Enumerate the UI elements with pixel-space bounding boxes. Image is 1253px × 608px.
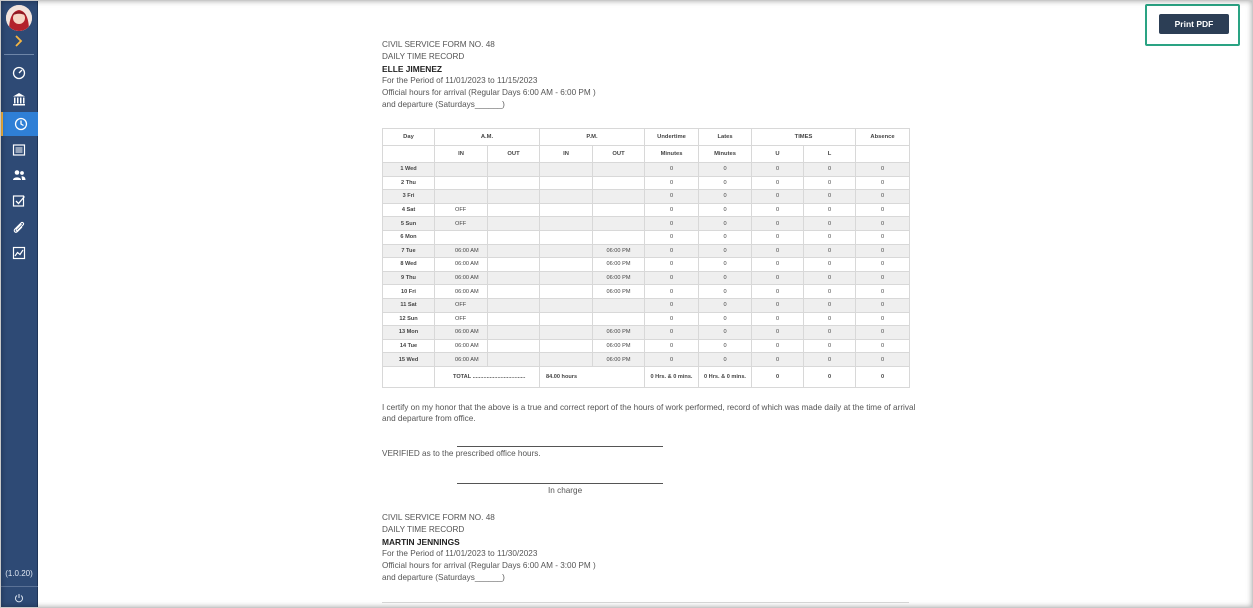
cell-am-in (435, 190, 488, 204)
cell-am-in: 06:00 AM (435, 271, 488, 285)
form-number: CIVIL SERVICE FORM NO. 48 (382, 40, 495, 49)
cell-am-in: 06:00 AM (435, 353, 488, 367)
cell-day: 4 Sat (383, 203, 435, 217)
cell-am-out (488, 244, 540, 258)
cell-undertime: 0 (645, 353, 699, 367)
cell-am-out (488, 203, 540, 217)
cell-day: 2 Thu (383, 176, 435, 190)
cell-absence: 0 (856, 176, 910, 190)
chevron-right-icon (14, 35, 24, 47)
cell-am-in (435, 176, 488, 190)
cell-pm-in (540, 271, 593, 285)
cell-u: 0 (752, 203, 804, 217)
col-pm: P.M. (540, 129, 645, 146)
cell-pm-in (540, 258, 593, 272)
cell-pm-in (540, 326, 593, 340)
table-row (383, 176, 910, 190)
cell-undertime: 0 (645, 271, 699, 285)
total-u: 0 (752, 366, 804, 387)
col-times: TIMES (752, 129, 856, 146)
users-icon (12, 168, 26, 182)
cell-am-in: 06:00 AM (435, 258, 488, 272)
table-row (383, 285, 910, 299)
cell-pm-in (540, 230, 593, 244)
signature-line-employee (457, 446, 663, 447)
cell-am-in (435, 230, 488, 244)
cell-undertime: 0 (645, 285, 699, 299)
cell-day: 1 Wed (383, 163, 435, 177)
cell-pm-in (540, 176, 593, 190)
cell-u: 0 (752, 298, 804, 312)
logout-button[interactable] (0, 590, 38, 606)
col-pm-out: OUT (593, 146, 645, 163)
cell-lates: 0 (699, 353, 752, 367)
cell-am-out (488, 271, 540, 285)
departure-line: and departure (Saturdays______) (382, 100, 505, 109)
cell-am-in: OFF (435, 217, 488, 231)
table-total-row (383, 366, 910, 387)
total-undertime: 0 Hrs. & 0 mins. (645, 366, 699, 387)
cell-pm-out: 06:00 PM (593, 339, 645, 353)
cell-day: 11 Sat (383, 298, 435, 312)
sidebar-item-dashboard[interactable] (0, 61, 38, 85)
cell-pm-in (540, 203, 593, 217)
cell-pm-out: 06:00 PM (593, 258, 645, 272)
table-row (383, 190, 910, 204)
cell-lates: 0 (699, 176, 752, 190)
cell-l: 0 (804, 244, 856, 258)
cell-am-out (488, 353, 540, 367)
cell-l: 0 (804, 230, 856, 244)
cell-u: 0 (752, 353, 804, 367)
cell-day: 12 Sun (383, 312, 435, 326)
col-am: A.M. (435, 129, 540, 146)
sidebar-item-attachments[interactable] (0, 215, 38, 239)
cell-undertime: 0 (645, 230, 699, 244)
table-row (383, 163, 910, 177)
cell-am-out (488, 285, 540, 299)
cell-l: 0 (804, 203, 856, 217)
cell-day: 6 Mon (383, 230, 435, 244)
dtr-table (382, 128, 910, 388)
sidebar-divider (4, 54, 34, 55)
cell-am-in: 06:00 AM (435, 339, 488, 353)
record-period: For the Period of 11/01/2023 to 11/30/2023 (382, 549, 538, 558)
checkbox-icon (12, 194, 26, 208)
cell-pm-in (540, 298, 593, 312)
clock-icon (14, 117, 28, 131)
cell-l: 0 (804, 271, 856, 285)
cell-l: 0 (804, 353, 856, 367)
table-row (383, 339, 910, 353)
cell-l: 0 (804, 285, 856, 299)
cell-day: 3 Fri (383, 190, 435, 204)
record-period: For the Period of 11/01/2023 to 11/15/2023 (382, 76, 538, 85)
cell-am-out (488, 312, 540, 326)
cell-absence: 0 (856, 190, 910, 204)
verified-text: VERIFIED as to the prescribed office hours. (382, 449, 541, 458)
cell-pm-in (540, 163, 593, 177)
cell-u: 0 (752, 217, 804, 231)
table-row (383, 271, 910, 285)
cell-lates: 0 (699, 312, 752, 326)
cell-u: 0 (752, 285, 804, 299)
cell-u: 0 (752, 339, 804, 353)
cell-lates: 0 (699, 285, 752, 299)
table-row (383, 230, 910, 244)
record-title: DAILY TIME RECORD (382, 525, 465, 534)
col-l: L (804, 146, 856, 163)
cell-lates: 0 (699, 163, 752, 177)
cell-lates: 0 (699, 190, 752, 204)
cell-u: 0 (752, 230, 804, 244)
chart-icon (12, 246, 26, 260)
cell-day: 7 Tue (383, 244, 435, 258)
cell-pm-out (593, 298, 645, 312)
sidebar-item-tasks[interactable] (0, 189, 38, 213)
cell-am-in: 06:00 AM (435, 326, 488, 340)
sidebar-item-users[interactable] (0, 163, 38, 187)
cell-undertime: 0 (645, 312, 699, 326)
in-charge-label: In charge (548, 486, 583, 495)
cell-pm-out (593, 190, 645, 204)
col-pm-in: IN (540, 146, 593, 163)
cell-am-out (488, 217, 540, 231)
cell-l: 0 (804, 258, 856, 272)
cell-u: 0 (752, 258, 804, 272)
total-absence: 0 (856, 366, 910, 387)
dashboard-icon (12, 66, 26, 80)
table-row (383, 298, 910, 312)
sidebar-item-reports[interactable] (0, 241, 38, 265)
cell-u: 0 (752, 326, 804, 340)
cell-am-in (435, 163, 488, 177)
cell-undertime: 0 (645, 298, 699, 312)
col-undertime-minutes: Minutes (645, 146, 699, 163)
cell-undertime: 0 (645, 326, 699, 340)
col-u: U (752, 146, 804, 163)
cell-absence: 0 (856, 339, 910, 353)
cell-absence: 0 (856, 298, 910, 312)
cell-pm-out (593, 230, 645, 244)
cell-u: 0 (752, 190, 804, 204)
cell-l: 0 (804, 312, 856, 326)
table-row (383, 353, 910, 367)
total-hours: 84.00 hours (540, 366, 645, 387)
bank-icon (12, 92, 26, 106)
table-row (383, 258, 910, 272)
table-subheader-row (383, 146, 910, 163)
cell-l: 0 (804, 326, 856, 340)
list-icon (12, 143, 26, 157)
cell-pm-out: 06:00 PM (593, 326, 645, 340)
cell-day: 13 Mon (383, 326, 435, 340)
cell-absence: 0 (856, 230, 910, 244)
cell-undertime: 0 (645, 258, 699, 272)
col-undertime: Undertime (645, 129, 699, 146)
cell-am-in: OFF (435, 298, 488, 312)
cell-undertime: 0 (645, 339, 699, 353)
print-pdf-button[interactable]: Print PDF (1159, 14, 1229, 34)
cell-lates: 0 (699, 258, 752, 272)
certification-text: I certify on my honor that the above is a true and correct report of the hours of work performed, record of which was made daily at the time of arrival and departure from office. (382, 403, 916, 423)
cell-am-in: 06:00 AM (435, 244, 488, 258)
next-table-edge (382, 602, 909, 608)
cell-absence: 0 (856, 217, 910, 231)
record-title: DAILY TIME RECORD (382, 52, 465, 61)
cell-pm-out (593, 217, 645, 231)
cell-day: 8 Wed (383, 258, 435, 272)
cell-am-out (488, 163, 540, 177)
col-day: Day (383, 129, 435, 146)
cell-am-in: OFF (435, 312, 488, 326)
table-row (383, 326, 910, 340)
cell-absence: 0 (856, 271, 910, 285)
cell-absence: 0 (856, 258, 910, 272)
cell-u: 0 (752, 244, 804, 258)
cell-l: 0 (804, 190, 856, 204)
cell-am-in: 06:00 AM (435, 285, 488, 299)
sidebar-item-time[interactable] (0, 112, 38, 136)
form-number: CIVIL SERVICE FORM NO. 48 (382, 513, 495, 522)
cell-u: 0 (752, 163, 804, 177)
col-am-out: OUT (488, 146, 540, 163)
cell-pm-in (540, 217, 593, 231)
cell-pm-out (593, 163, 645, 177)
cell-lates: 0 (699, 339, 752, 353)
cell-lates: 0 (699, 203, 752, 217)
signature-line-in-charge (457, 483, 663, 484)
total-l: 0 (804, 366, 856, 387)
cell-absence: 0 (856, 326, 910, 340)
table-row (383, 217, 910, 231)
cell-lates: 0 (699, 271, 752, 285)
col-lates-minutes: Minutes (699, 146, 752, 163)
avatar[interactable] (6, 5, 32, 31)
cell-undertime: 0 (645, 217, 699, 231)
cell-pm-out: 06:00 PM (593, 353, 645, 367)
cell-am-out (488, 298, 540, 312)
col-am-in: IN (435, 146, 488, 163)
col-lates: Lates (699, 129, 752, 146)
cell-pm-in (540, 190, 593, 204)
cell-pm-in (540, 353, 593, 367)
cell-pm-in (540, 312, 593, 326)
cell-pm-in (540, 285, 593, 299)
cell-lates: 0 (699, 244, 752, 258)
cell-pm-out (593, 312, 645, 326)
expand-sidebar-button[interactable] (0, 33, 38, 49)
cell-am-out (488, 339, 540, 353)
cell-pm-out: 06:00 PM (593, 244, 645, 258)
departure-line: and departure (Saturdays______) (382, 573, 505, 582)
cell-day: 14 Tue (383, 339, 435, 353)
cell-absence: 0 (856, 285, 910, 299)
cell-u: 0 (752, 271, 804, 285)
cell-l: 0 (804, 176, 856, 190)
cell-pm-out (593, 176, 645, 190)
table-row (383, 203, 910, 217)
sidebar (0, 0, 38, 608)
cell-undertime: 0 (645, 190, 699, 204)
cell-pm-out (593, 203, 645, 217)
cell-am-in: OFF (435, 203, 488, 217)
print-button-highlight (1145, 4, 1240, 46)
total-lates: 0 Hrs. & 0 mins. (699, 366, 752, 387)
cell-am-out (488, 190, 540, 204)
cell-lates: 0 (699, 230, 752, 244)
cell-undertime: 0 (645, 176, 699, 190)
record-header-1 (382, 39, 912, 111)
cell-day: 5 Sun (383, 217, 435, 231)
power-icon (14, 593, 24, 603)
cell-am-out (488, 230, 540, 244)
sidebar-divider-bottom (0, 586, 38, 587)
official-hours: Official hours for arrival (Regular Days 6:00 AM - 6:00 PM ) (382, 88, 596, 97)
cell-pm-in (540, 244, 593, 258)
sidebar-item-bank[interactable] (0, 87, 38, 111)
cell-pm-in (540, 339, 593, 353)
employee-name: MARTIN JENNINGS (382, 537, 460, 547)
app-version: (1.0.20) (5, 569, 33, 578)
cell-pm-out: 06:00 PM (593, 271, 645, 285)
cell-l: 0 (804, 298, 856, 312)
cell-am-out (488, 176, 540, 190)
cell-undertime: 0 (645, 163, 699, 177)
col-absence: Absence (856, 129, 910, 146)
cell-l: 0 (804, 339, 856, 353)
record-header-2 (382, 512, 912, 584)
cell-lates: 0 (699, 298, 752, 312)
cell-absence: 0 (856, 203, 910, 217)
official-hours: Official hours for arrival (Regular Days 6:00 AM - 3:00 PM ) (382, 561, 596, 570)
cell-lates: 0 (699, 326, 752, 340)
cell-day: 10 Fri (383, 285, 435, 299)
total-label: TOTAL .................................. (435, 366, 540, 387)
cell-pm-out: 06:00 PM (593, 285, 645, 299)
paperclip-icon (12, 220, 26, 234)
cell-day: 9 Thu (383, 271, 435, 285)
table-header-row (383, 129, 910, 146)
table-row (383, 244, 910, 258)
cell-absence: 0 (856, 353, 910, 367)
cell-u: 0 (752, 176, 804, 190)
cell-am-out (488, 258, 540, 272)
cell-lates: 0 (699, 217, 752, 231)
cell-undertime: 0 (645, 203, 699, 217)
cell-absence: 0 (856, 312, 910, 326)
cell-absence: 0 (856, 163, 910, 177)
sidebar-item-list[interactable] (0, 138, 38, 162)
cell-l: 0 (804, 163, 856, 177)
cell-undertime: 0 (645, 244, 699, 258)
cell-l: 0 (804, 217, 856, 231)
cell-am-out (488, 326, 540, 340)
employee-name: ELLE JIMENEZ (382, 64, 443, 74)
cell-u: 0 (752, 312, 804, 326)
cell-absence: 0 (856, 244, 910, 258)
cell-day: 15 Wed (383, 353, 435, 367)
table-row (383, 312, 910, 326)
